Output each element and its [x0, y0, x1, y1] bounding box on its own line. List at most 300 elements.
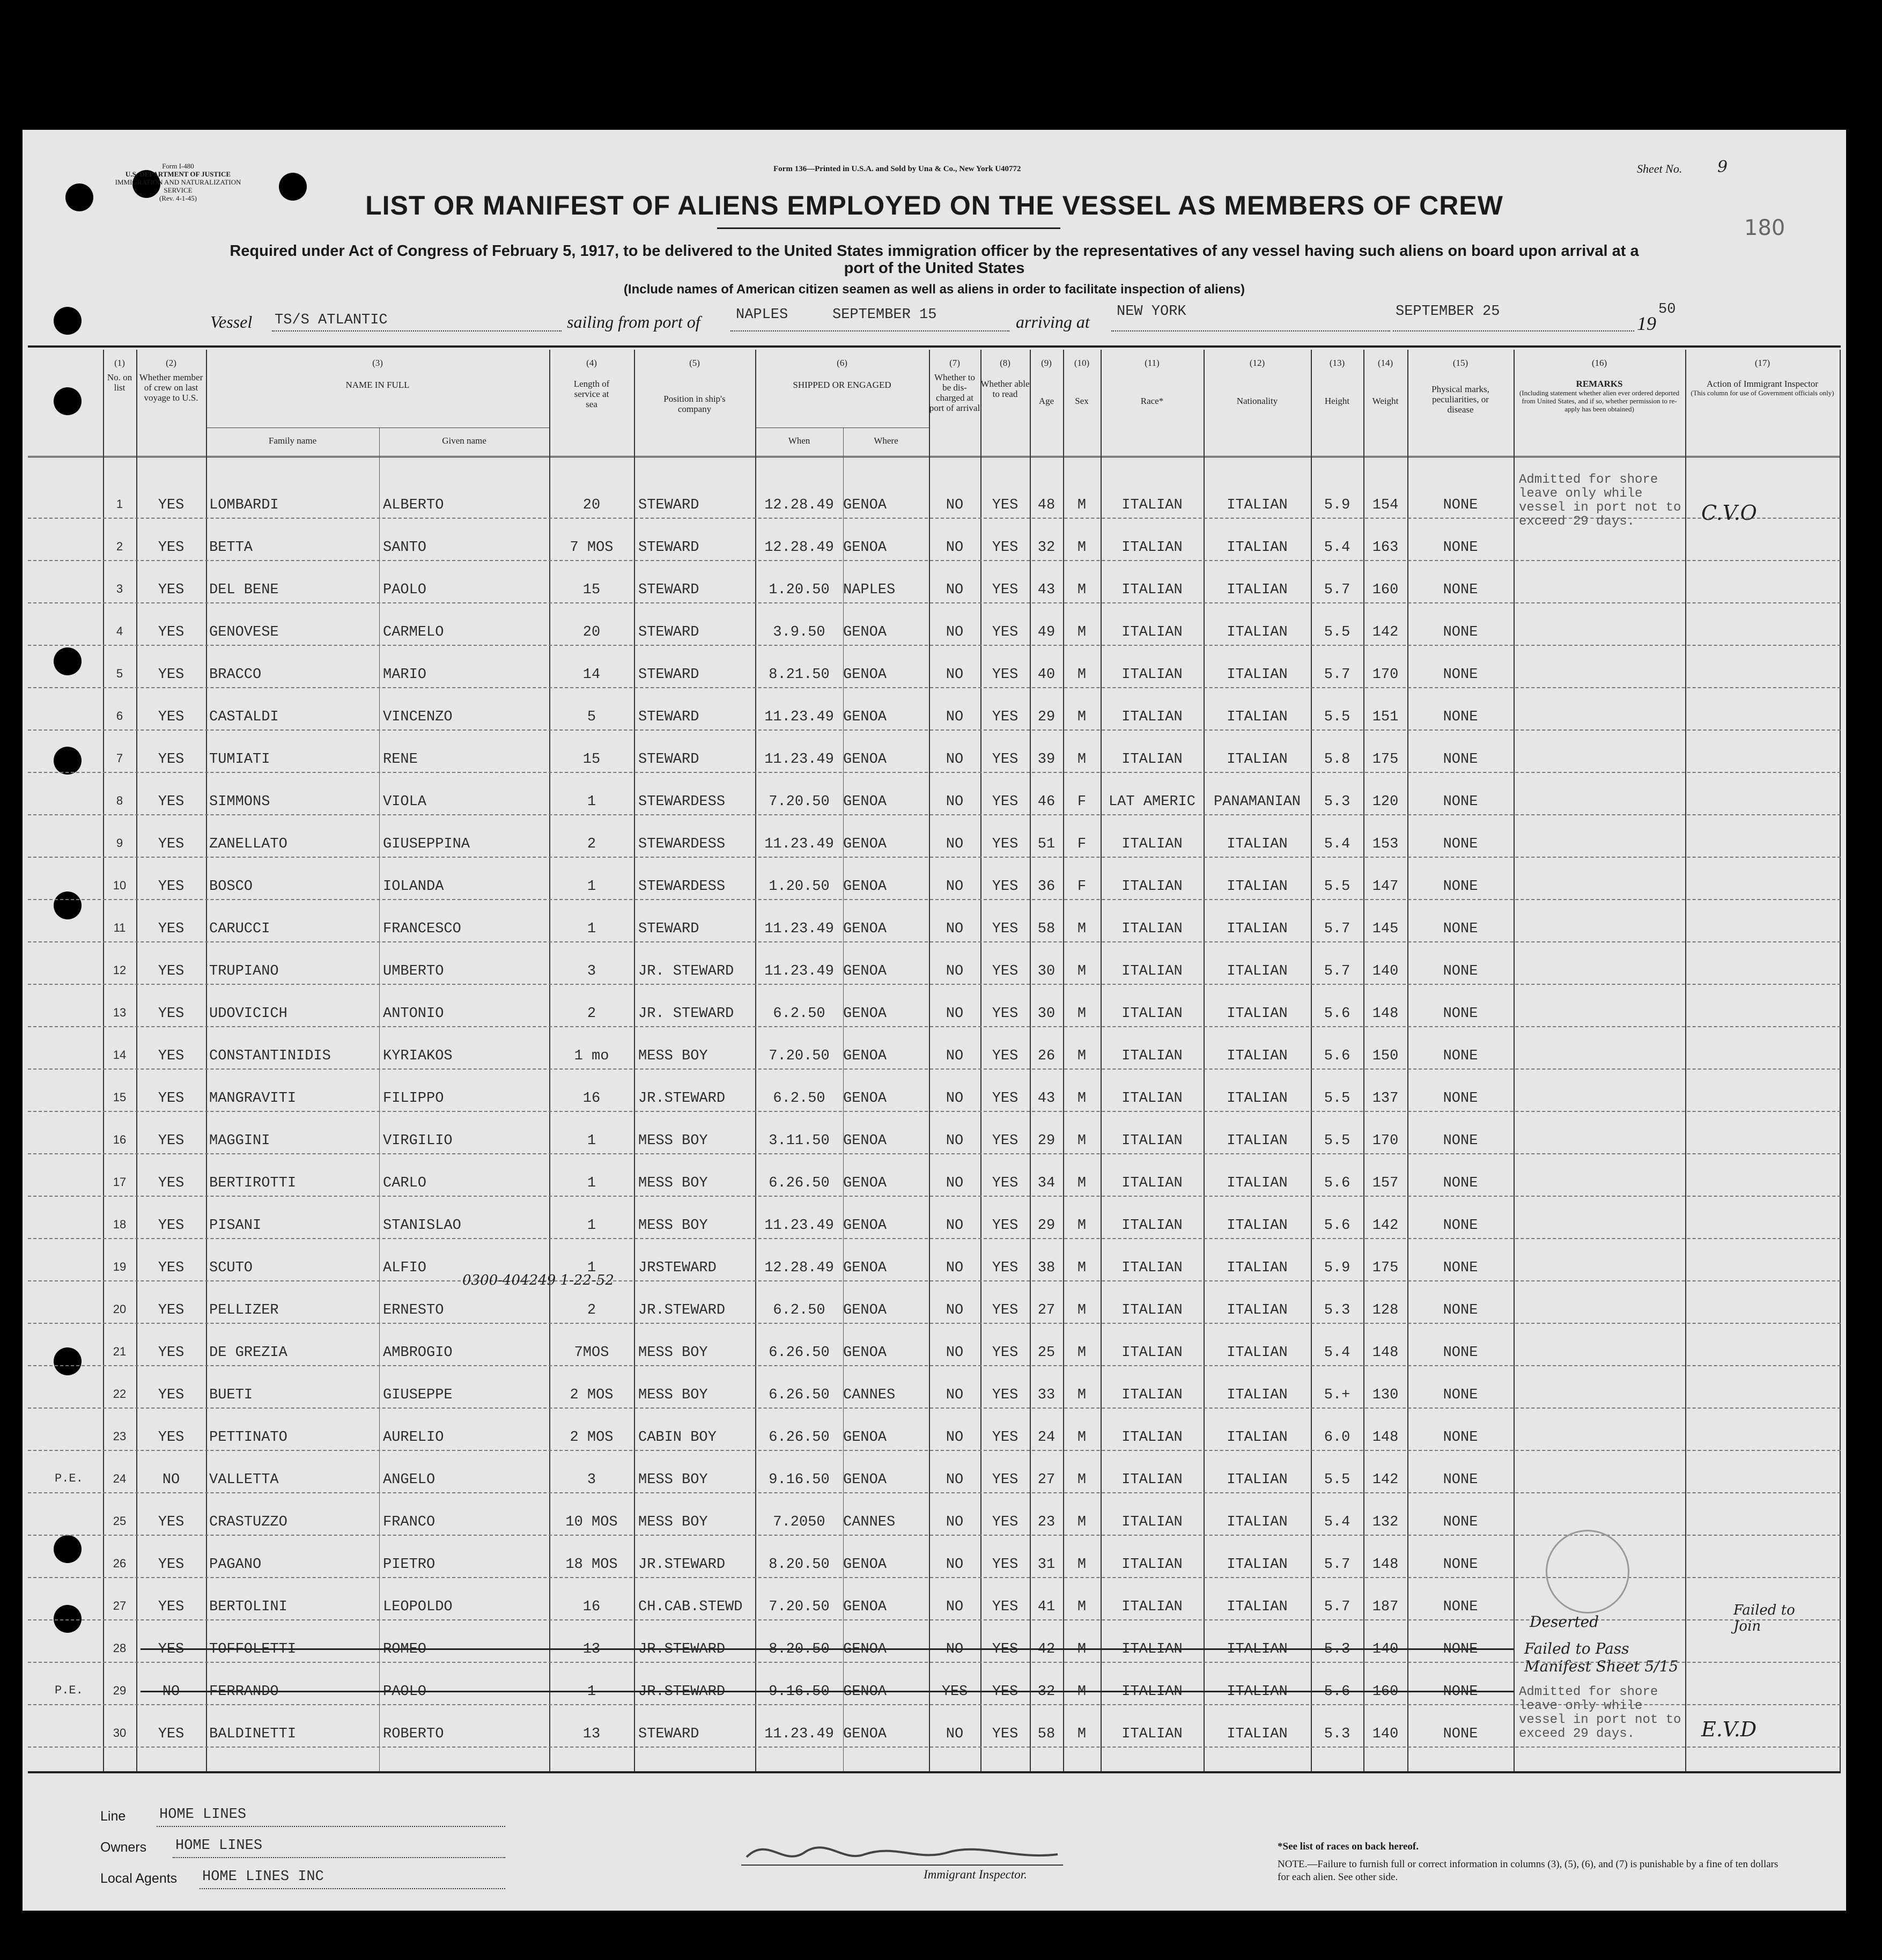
cell-given: AMBROGIO	[383, 1345, 453, 1361]
cell-disch: NO	[946, 794, 964, 810]
sheet-number: 9	[1717, 158, 1728, 176]
cell-no: 28	[113, 1641, 127, 1655]
cell-prev: YES	[158, 624, 184, 640]
cell-disch: NO	[946, 751, 964, 768]
cell-where: GENOA	[843, 963, 887, 979]
col-header-3b: Given name	[442, 436, 486, 446]
cell-prev: YES	[158, 667, 184, 683]
revision: (Rev. 4-1-45)	[159, 194, 197, 202]
cell-where: GENOA	[843, 1641, 887, 1657]
cell-read: YES	[992, 667, 1019, 683]
cell-read: YES	[992, 1472, 1019, 1488]
table-row	[23, 817, 1846, 860]
cell-nat: ITALIAN	[1227, 1048, 1288, 1064]
cell-family: BALDINETTI	[209, 1726, 297, 1742]
col-header-6b: Where	[874, 436, 898, 446]
cell-position: CABIN BOY	[638, 1430, 717, 1446]
cell-position: STEWARD	[638, 582, 699, 598]
sail-date: SEPTEMBER 15	[832, 307, 937, 323]
cell-weight: 132	[1372, 1514, 1399, 1530]
cell-height: 5.7	[1324, 1557, 1350, 1573]
cell-height: 5.3	[1324, 1641, 1350, 1657]
cell-service: 1	[587, 1175, 596, 1191]
cell-service: 20	[582, 497, 601, 513]
cell-given: LEOPOLDO	[383, 1599, 453, 1615]
cell-marks: NONE	[1443, 1048, 1478, 1064]
table-row	[23, 690, 1846, 733]
pe-mark: P.E.	[55, 1472, 83, 1485]
cell-prev: YES	[158, 1090, 184, 1107]
cell-weight: 142	[1372, 624, 1399, 640]
cell-disch: NO	[946, 963, 964, 979]
row-rule	[28, 772, 1841, 773]
cell-height: 5.7	[1324, 667, 1350, 683]
cell-weight: 151	[1372, 709, 1399, 725]
table-row	[23, 606, 1846, 648]
row-rule	[28, 1747, 1841, 1748]
cell-marks: NONE	[1443, 836, 1478, 852]
cell-no: 2	[116, 540, 123, 553]
cell-given: PAOLO	[383, 1684, 427, 1700]
cell-family: PETTINATO	[209, 1430, 287, 1446]
cell-family: BOSCO	[209, 879, 253, 895]
cell-read: YES	[992, 709, 1019, 725]
cell-height: 5.4	[1324, 540, 1350, 556]
cell-family: BUETI	[209, 1387, 253, 1403]
cell-sex: M	[1077, 1048, 1087, 1064]
cell-race: ITALIAN	[1121, 1387, 1183, 1403]
cell-service: 13	[582, 1641, 601, 1657]
cell-age: 49	[1037, 624, 1056, 640]
row-rule	[28, 1026, 1841, 1027]
cell-height: 5.4	[1324, 1514, 1350, 1530]
cell-family: BERTIROTTI	[209, 1175, 297, 1191]
cell-position: JR.STEWARD	[638, 1641, 726, 1657]
cell-service: 7MOS	[574, 1345, 609, 1361]
table-row	[23, 1072, 1846, 1114]
cell-nat: ITALIAN	[1227, 667, 1288, 683]
cell-height: 5.3	[1324, 794, 1350, 810]
cell-disch: NO	[946, 709, 964, 725]
cell-where: GENOA	[843, 836, 887, 852]
cell-age: 29	[1037, 1133, 1056, 1149]
cell-prev: YES	[158, 1345, 184, 1361]
cell-disch: NO	[946, 1472, 964, 1488]
row-rule	[28, 984, 1841, 985]
cell-disch: NO	[946, 1218, 964, 1234]
cell-sex: M	[1077, 1302, 1087, 1318]
cell-where: CANNES	[843, 1387, 896, 1403]
cell-given: IOLANDA	[383, 879, 444, 895]
cell-nat: ITALIAN	[1227, 751, 1288, 768]
cell-when: 6.2.50	[773, 1006, 825, 1022]
cell-age: 58	[1037, 1726, 1056, 1742]
footer-line: HOME LINES	[159, 1807, 247, 1823]
row-rule	[28, 941, 1841, 942]
cell-disch: NO	[946, 1557, 964, 1573]
cell-position: JRSTEWARD	[638, 1260, 717, 1276]
cell-weight: 170	[1372, 667, 1399, 683]
cell-position: STEWARD	[638, 709, 699, 725]
table-row	[23, 1453, 1846, 1495]
table-row	[23, 775, 1846, 817]
table-row	[23, 1114, 1846, 1156]
cell-family: TUMIATI	[209, 751, 270, 768]
cell-race: ITALIAN	[1121, 1557, 1183, 1573]
cell-height: 5.8	[1324, 751, 1350, 768]
vessel-label: Vessel	[210, 312, 253, 331]
cell-when: 9.16.50	[769, 1472, 830, 1488]
cell-race: LAT AMERIC	[1108, 794, 1196, 810]
cell-disch: NO	[946, 1514, 964, 1530]
cell-prev: YES	[158, 1514, 184, 1530]
cell-weight: 142	[1372, 1218, 1399, 1234]
cell-no: 5	[116, 667, 123, 680]
cell-position: STEWARD	[638, 667, 699, 683]
table-row	[23, 1495, 1846, 1538]
cell-nat: ITALIAN	[1227, 1557, 1288, 1573]
cell-race: ITALIAN	[1121, 1048, 1183, 1064]
cell-weight: 157	[1372, 1175, 1399, 1191]
cell-height: 5.7	[1324, 582, 1350, 598]
cell-prev: YES	[158, 1641, 184, 1657]
cell-when: 7.20.50	[769, 1048, 830, 1064]
cell-family: UDOVICICH	[209, 1006, 287, 1022]
cell-race: ITALIAN	[1121, 709, 1183, 725]
cell-disch: NO	[946, 624, 964, 640]
footer-agents-label: Local Agents	[100, 1871, 178, 1886]
cell-nat: ITALIAN	[1227, 497, 1288, 513]
row-rule	[28, 687, 1841, 688]
cell-position: MESS BOY	[638, 1387, 708, 1403]
cell-age: 36	[1037, 879, 1056, 895]
cell-prev: YES	[158, 836, 184, 852]
cell-disch: NO	[946, 497, 964, 513]
cell-family: CONSTANTINIDIS	[209, 1048, 331, 1064]
cell-prev: YES	[158, 1048, 184, 1064]
table-row	[23, 733, 1846, 775]
cell-marks: NONE	[1443, 1387, 1478, 1403]
cell-nat: ITALIAN	[1227, 921, 1288, 937]
cell-prev: YES	[158, 1430, 184, 1446]
cell-height: 5.9	[1324, 497, 1350, 513]
cell-disch: NO	[946, 582, 964, 598]
cell-height: 5.3	[1324, 1726, 1350, 1742]
cell-nat: ITALIAN	[1227, 1387, 1288, 1403]
row-rule	[28, 1069, 1841, 1070]
cell-sex: M	[1077, 921, 1087, 937]
cell-sex: M	[1077, 963, 1087, 979]
cell-prev: YES	[158, 1006, 184, 1022]
cell-when: 6.26.50	[769, 1175, 830, 1191]
cell-family: SIMMONS	[209, 794, 270, 810]
cell-service: 13	[582, 1726, 601, 1742]
required-line-2: port of the United States	[844, 260, 1025, 277]
cell-position: JR.STEWARD	[638, 1090, 726, 1107]
cell-sex: M	[1077, 709, 1087, 725]
cell-height: 5.6	[1324, 1684, 1350, 1700]
cell-where: GENOA	[843, 1726, 887, 1742]
cell-read: YES	[992, 836, 1019, 852]
cell-family: TOFFOLETTI	[209, 1641, 297, 1657]
cell-weight: 163	[1372, 540, 1399, 556]
arriving-label: arriving at	[1016, 312, 1090, 331]
col-header-6: (6) SHIPPED OR ENGAGED	[793, 358, 891, 390]
cell-sex: M	[1077, 1006, 1087, 1022]
cell-service: 15	[582, 582, 601, 598]
cell-when: 7.20.50	[769, 1599, 830, 1615]
cell-age: 32	[1037, 540, 1056, 556]
cell-age: 29	[1037, 1218, 1056, 1234]
cell-position: STEWARD	[638, 921, 699, 937]
sheet-label: Sheet No.	[1637, 162, 1682, 175]
cell-prev: YES	[158, 879, 184, 895]
cell-race: ITALIAN	[1121, 1684, 1183, 1700]
cell-age: 43	[1037, 1090, 1056, 1107]
cell-race: ITALIAN	[1121, 1514, 1183, 1530]
table-row	[23, 648, 1846, 690]
strike-line	[141, 1648, 1514, 1650]
row-rule	[28, 1408, 1841, 1409]
table-row	[23, 1326, 1846, 1368]
cell-prev: YES	[158, 921, 184, 937]
cell-position: STEWARD	[638, 497, 699, 513]
cell-no: 12	[113, 963, 127, 977]
cell-marks: NONE	[1443, 1557, 1478, 1573]
cell-when: 8.20.50	[769, 1557, 830, 1573]
cell-when: 1.20.50	[769, 879, 830, 895]
row-rule	[28, 857, 1841, 858]
cell-read: YES	[992, 879, 1019, 895]
cell-prev: YES	[158, 1260, 184, 1276]
row-rule	[28, 602, 1841, 603]
row-rule	[28, 1450, 1841, 1451]
cell-weight: 128	[1372, 1302, 1399, 1318]
cell-family: CRASTUZZO	[209, 1514, 287, 1530]
cell-position: JR. STEWARD	[638, 963, 734, 979]
cell-race: ITALIAN	[1121, 667, 1183, 683]
cell-no: 6	[116, 709, 123, 723]
row-rule	[28, 560, 1841, 561]
cell-service: 14	[582, 667, 601, 683]
cell-marks: NONE	[1443, 1006, 1478, 1022]
cell-where: GENOA	[843, 1218, 887, 1234]
cell-race: ITALIAN	[1121, 1090, 1183, 1107]
cell-position: JR. STEWARD	[638, 1006, 734, 1022]
cell-nat: ITALIAN	[1227, 1599, 1288, 1615]
cell-height: 5.6	[1324, 1048, 1350, 1064]
col-header-9: (9) Age	[1038, 358, 1054, 406]
col-header-16: (16) REMARKS (Including statement whether alien ever ordered deported from United States, and if so, whether permission to re-apply has been obtained)	[1519, 358, 1680, 413]
cell-height: 5.7	[1324, 1599, 1350, 1615]
cell-position: CH.CAB.STEWD	[638, 1599, 743, 1615]
col-header-10: (10) Sex	[1074, 358, 1090, 406]
cell-nat: PANAMANIAN	[1213, 794, 1301, 810]
cell-where: CANNES	[843, 1514, 896, 1530]
cell-service: 18 MOS	[565, 1557, 618, 1573]
row-rule	[28, 1492, 1841, 1493]
cell-when: 7.20.50	[769, 794, 830, 810]
cell-where: GENOA	[843, 1430, 887, 1446]
footer-agents: HOME LINES INC	[202, 1869, 324, 1885]
cell-sex: M	[1077, 1726, 1087, 1742]
row-rule	[28, 1196, 1841, 1197]
cell-prev: YES	[158, 540, 184, 556]
cell-no: 17	[113, 1175, 127, 1189]
cell-sex: M	[1077, 1218, 1087, 1234]
table-row	[23, 945, 1846, 987]
cell-when: 11.23.49	[764, 751, 834, 768]
table-row	[23, 1199, 1846, 1241]
penalty-note: NOTE.—Failure to furnish full or correct information in columns (3), (5), (6), and (7) is punishable by a fine of ten dollars for each alien. See other side.	[1278, 1859, 1778, 1883]
cell-service: 2	[587, 836, 596, 852]
cell-when: 6.26.50	[769, 1430, 830, 1446]
cell-given: ROMEO	[383, 1641, 427, 1657]
cell-position: MESS BOY	[638, 1133, 708, 1149]
cell-where: GENOA	[843, 540, 887, 556]
cell-no: 3	[116, 582, 123, 595]
cell-read: YES	[992, 1302, 1019, 1318]
cell-family: PISANI	[209, 1218, 262, 1234]
cell-no: 7	[116, 751, 123, 765]
inspector-label: Immigrant Inspector.	[924, 1868, 1027, 1881]
cell-where: GENOA	[843, 1175, 887, 1191]
cell-read: YES	[992, 497, 1019, 513]
cell-when: 3.11.50	[769, 1133, 830, 1149]
cell-when: 1.20.50	[769, 582, 830, 598]
cell-where: GENOA	[843, 879, 887, 895]
cell-weight: 148	[1372, 1006, 1399, 1022]
cell-when: 3.9.50	[773, 624, 825, 640]
cell-where: GENOA	[843, 624, 887, 640]
cell-service: 1 mo	[574, 1048, 609, 1064]
cell-height: 5.9	[1324, 1260, 1350, 1276]
cell-service: 2	[587, 1302, 596, 1318]
cell-when: 9.16.50	[769, 1684, 830, 1700]
cell-weight: 140	[1372, 1641, 1399, 1657]
cell-nat: ITALIAN	[1227, 1302, 1288, 1318]
table-row	[23, 987, 1846, 1029]
cell-disch: NO	[946, 1175, 964, 1191]
cell-age: 29	[1037, 709, 1056, 725]
cell-disch: NO	[946, 879, 964, 895]
cell-read: YES	[992, 1133, 1019, 1149]
cell-disch: NO	[946, 1133, 964, 1149]
cell-age: 42	[1037, 1641, 1056, 1657]
cell-service: 20	[582, 624, 601, 640]
manifest-sheet	[23, 130, 1846, 1911]
cell-when: 6.2.50	[773, 1302, 825, 1318]
cell-where: GENOA	[843, 1557, 887, 1573]
col-header-15: (15) Physical marks, peculiarities, or disease	[1431, 358, 1489, 415]
cell-read: YES	[992, 794, 1019, 810]
cell-where: GENOA	[843, 751, 887, 768]
cell-family: BRACCO	[209, 667, 262, 683]
cell-marks: NONE	[1443, 921, 1478, 937]
cell-where: GENOA	[843, 1090, 887, 1107]
cell-nat: ITALIAN	[1227, 624, 1288, 640]
cell-race: ITALIAN	[1121, 1472, 1183, 1488]
cell-weight: 140	[1372, 963, 1399, 979]
remarks-bottom: Admitted for shore leave only while vessel in port not to exceed 29 days.	[1519, 1685, 1681, 1741]
cell-service: 15	[582, 751, 601, 768]
cell-race: ITALIAN	[1121, 1006, 1183, 1022]
cell-prev: YES	[158, 1302, 184, 1318]
cell-read: YES	[992, 1218, 1019, 1234]
row-rule	[28, 1238, 1841, 1239]
cell-race: ITALIAN	[1121, 624, 1183, 640]
year-suffix: 50	[1658, 301, 1676, 318]
cell-disch: NO	[946, 540, 964, 556]
cell-race: ITALIAN	[1121, 1641, 1183, 1657]
cell-prev: YES	[158, 794, 184, 810]
cell-nat: ITALIAN	[1227, 1345, 1288, 1361]
races-note: *See list of races on back hereof.	[1278, 1841, 1419, 1852]
cell-nat: ITALIAN	[1227, 1514, 1288, 1530]
cell-age: 31	[1037, 1557, 1056, 1573]
cell-given: ROBERTO	[383, 1726, 444, 1742]
cell-where: GENOA	[843, 1133, 887, 1149]
row-rule	[28, 1153, 1841, 1154]
cell-position: STEWARD	[638, 540, 699, 556]
cell-no: 16	[113, 1133, 127, 1146]
cell-given: AURELIO	[383, 1430, 444, 1446]
cell-sex: M	[1077, 1684, 1087, 1700]
row-rule	[28, 899, 1841, 900]
cell-no: 23	[113, 1430, 127, 1443]
cell-given: ANGELO	[383, 1472, 436, 1488]
cell-position: STEWARD	[638, 624, 699, 640]
cell-disch: NO	[946, 1260, 964, 1276]
service: IMMIGRATION AND NATURALIZATION SERVICE	[115, 178, 241, 194]
cell-position: STEWARDESS	[638, 879, 726, 895]
cell-weight: 150	[1372, 1048, 1399, 1064]
cell-service: 16	[582, 1090, 601, 1107]
printer-line: Form 136—Printed in U.S.A. and Sold by Una & Co., New York U40772	[773, 165, 1021, 173]
cell-given: PIETRO	[383, 1557, 436, 1573]
cell-nat: ITALIAN	[1227, 1090, 1288, 1107]
cell-age: 40	[1037, 667, 1056, 683]
table-row	[23, 1368, 1846, 1411]
cell-read: YES	[992, 624, 1019, 640]
cell-age: 43	[1037, 582, 1056, 598]
row28-note-failed-to-join: Failed to Join	[1733, 1602, 1795, 1634]
cell-height: 5.4	[1324, 1345, 1350, 1361]
footer-owners-label: Owners	[100, 1840, 147, 1855]
cell-height: 5.5	[1324, 879, 1350, 895]
cell-prev: YES	[158, 709, 184, 725]
cell-family: PAGANO	[209, 1557, 262, 1573]
cell-given: VIOLA	[383, 794, 427, 810]
cell-no: 25	[113, 1514, 127, 1528]
port-to: NEW YORK	[1117, 304, 1186, 320]
col-header-17: (17) Action of Immigrant Inspector (This column for use of Government officials only)	[1691, 358, 1834, 397]
cell-marks: NONE	[1443, 963, 1478, 979]
cell-prev: YES	[158, 1599, 184, 1615]
cell-weight: 148	[1372, 1557, 1399, 1573]
cell-sex: M	[1077, 1175, 1087, 1191]
cell-marks: NONE	[1443, 667, 1478, 683]
cell-position: JR.STEWARD	[638, 1557, 726, 1573]
cell-marks: NONE	[1443, 624, 1478, 640]
cell-age: 27	[1037, 1302, 1056, 1318]
cell-read: YES	[992, 921, 1019, 937]
col-header-13: (13) Height	[1324, 358, 1350, 406]
cell-given: CARMELO	[383, 624, 444, 640]
cell-sex: M	[1077, 1090, 1087, 1107]
cell-age: 25	[1037, 1345, 1056, 1361]
cell-position: JR.STEWARD	[638, 1684, 726, 1700]
